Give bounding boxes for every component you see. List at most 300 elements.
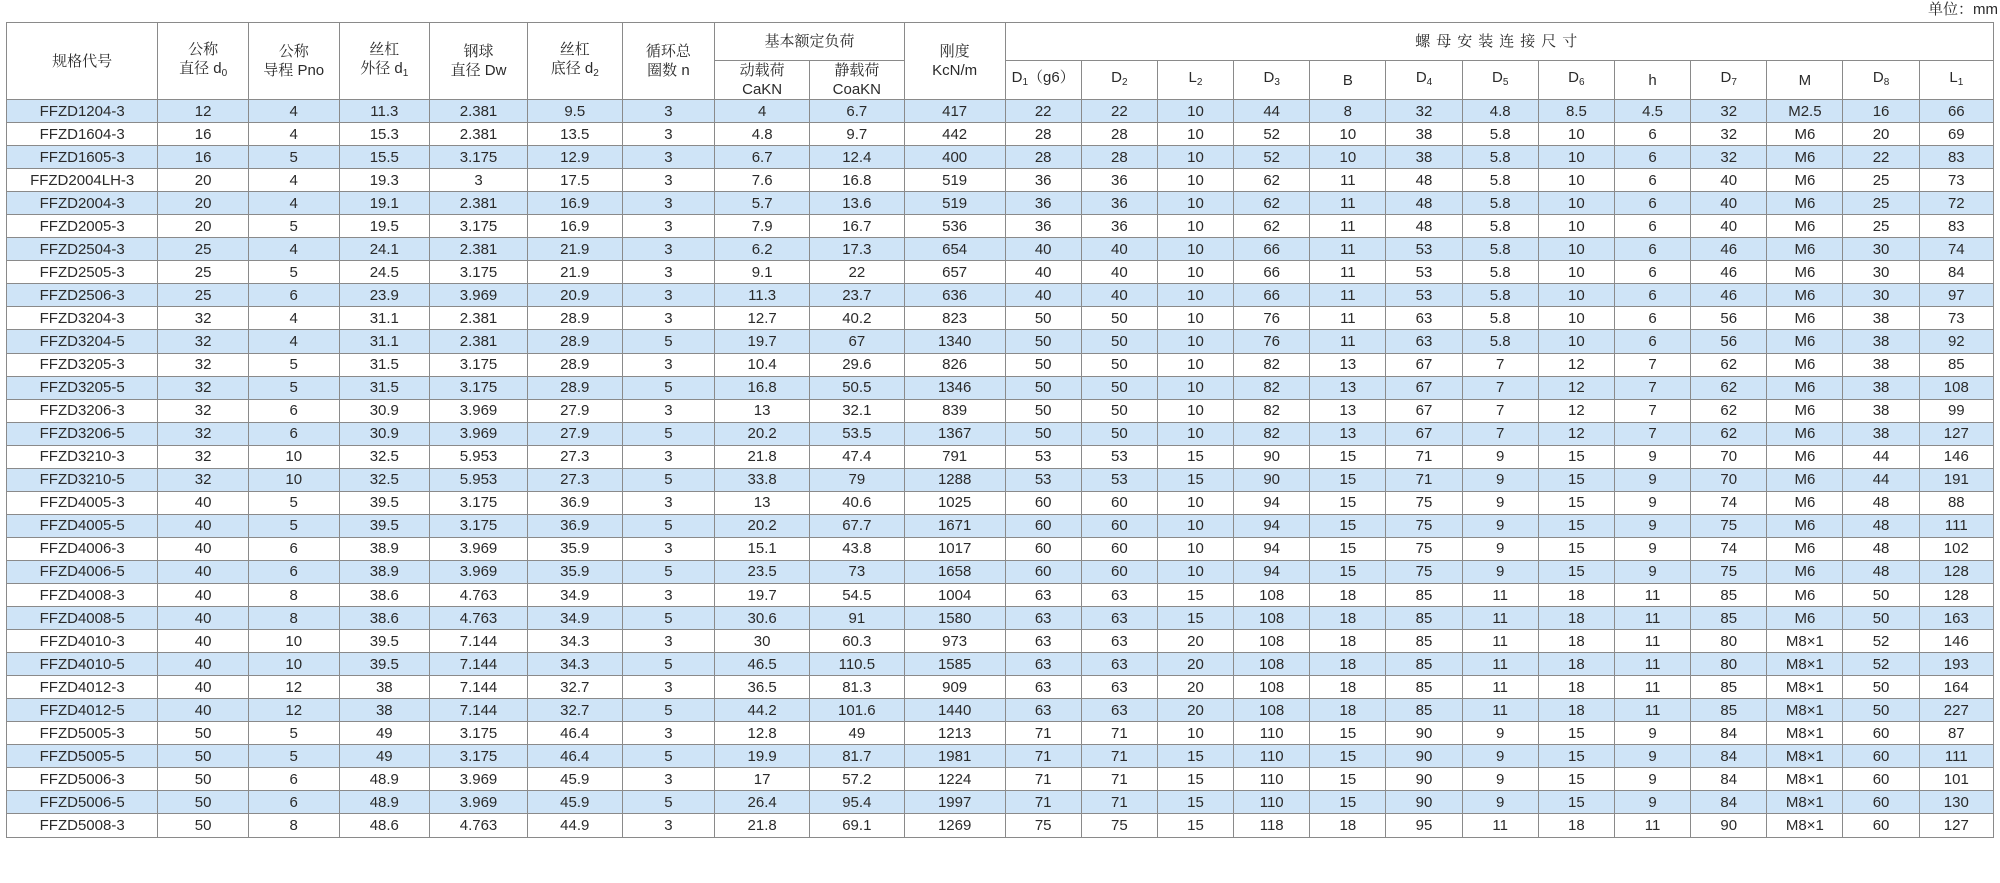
table-cell: 9 <box>1462 514 1538 537</box>
table-cell: 63 <box>1386 307 1462 330</box>
table-cell: 519 <box>904 169 1005 192</box>
table-cell: FFZD2004-3 <box>7 192 158 215</box>
table-cell: 28 <box>1005 123 1081 146</box>
unit-label: 单位：mm <box>1928 1 1998 18</box>
table-cell: FFZD2504-3 <box>7 238 158 261</box>
table-cell: 34.3 <box>527 653 622 676</box>
table-row <box>7 607 1994 630</box>
table-cell: 7.144 <box>430 699 528 722</box>
table-row <box>7 491 1994 514</box>
table-cell: 3 <box>622 146 715 169</box>
table-cell: 110 <box>1234 722 1310 745</box>
table-cell: 87 <box>1919 722 1993 745</box>
table-cell: 11 <box>1310 192 1386 215</box>
table-cell: 7.144 <box>430 653 528 676</box>
table-cell: 10 <box>1157 537 1233 560</box>
table-cell: 5 <box>622 376 715 399</box>
table-cell: 5 <box>248 261 339 284</box>
table-cell: 91 <box>809 607 904 630</box>
table-cell: 66 <box>1234 261 1310 284</box>
table-cell: 50 <box>1843 699 1919 722</box>
ball-screw-spec-table <box>6 22 1994 838</box>
table-cell: 9 <box>1614 722 1690 745</box>
table-row <box>7 653 1994 676</box>
table-cell: 3 <box>622 215 715 238</box>
table-cell: 10 <box>1157 353 1233 376</box>
table-cell: 4 <box>248 307 339 330</box>
table-cell: 7 <box>1614 376 1690 399</box>
table-cell: 5.8 <box>1462 215 1538 238</box>
table-cell: 9.5 <box>527 100 622 123</box>
table-cell: 3 <box>622 307 715 330</box>
table-cell: 63 <box>1005 676 1081 699</box>
table-cell: 400 <box>904 146 1005 169</box>
table-cell: M6 <box>1767 284 1843 307</box>
table-cell: 83 <box>1919 215 1993 238</box>
table-cell: 63 <box>1005 583 1081 606</box>
table-row <box>7 169 1994 192</box>
table-cell: 32 <box>1691 146 1767 169</box>
table-cell: 15 <box>1538 514 1614 537</box>
col-header-D8: $D_8$ <box>1843 61 1919 100</box>
table-cell: 49 <box>339 722 430 745</box>
table-cell: 9.1 <box>715 261 810 284</box>
table-cell: 6 <box>1614 123 1690 146</box>
table-cell: 3.969 <box>430 537 528 560</box>
table-cell: 11 <box>1310 169 1386 192</box>
table-cell: 18 <box>1538 676 1614 699</box>
table-cell: 4.8 <box>1462 100 1538 123</box>
table-cell: 8 <box>248 814 339 837</box>
table-cell: 18 <box>1310 583 1386 606</box>
table-cell: 53 <box>1386 284 1462 307</box>
table-cell: 66 <box>1234 284 1310 307</box>
col-header-load: 基本额定负荷 <box>715 23 904 61</box>
table-cell: 18 <box>1538 630 1614 653</box>
table-cell: 36.9 <box>527 514 622 537</box>
table-cell: 53 <box>1386 261 1462 284</box>
table-cell: 32 <box>158 468 249 491</box>
table-cell: 6.7 <box>809 100 904 123</box>
table-cell: 4.763 <box>430 814 528 837</box>
table-cell: 71 <box>1081 745 1157 768</box>
table-cell: FFZD3210-5 <box>7 468 158 491</box>
table-cell: 94 <box>1234 491 1310 514</box>
table-row <box>7 583 1994 606</box>
table-row <box>7 284 1994 307</box>
table-cell: 82 <box>1234 399 1310 422</box>
table-cell: 90 <box>1234 445 1310 468</box>
table-cell: 71 <box>1005 791 1081 814</box>
table-cell: 1017 <box>904 537 1005 560</box>
table-cell: 84 <box>1691 791 1767 814</box>
table-cell: 85 <box>1691 676 1767 699</box>
table-cell: 32.7 <box>527 676 622 699</box>
table-cell: M6 <box>1767 215 1843 238</box>
col-header-B: B <box>1310 61 1386 100</box>
table-cell: 9 <box>1462 468 1538 491</box>
table-cell: M6 <box>1767 560 1843 583</box>
table-cell: 10 <box>1157 261 1233 284</box>
table-cell: M6 <box>1767 399 1843 422</box>
table-cell: 3.175 <box>430 514 528 537</box>
table-cell: 3.175 <box>430 376 528 399</box>
table-cell: 81.7 <box>809 745 904 768</box>
table-cell: 63 <box>1005 653 1081 676</box>
table-cell: 71 <box>1081 768 1157 791</box>
table-cell: 4 <box>715 100 810 123</box>
table-cell: 417 <box>904 100 1005 123</box>
table-row <box>7 192 1994 215</box>
table-cell: 90 <box>1386 768 1462 791</box>
table-cell: 7.6 <box>715 169 810 192</box>
table-cell: 27.9 <box>527 399 622 422</box>
table-cell: 53 <box>1005 445 1081 468</box>
table-cell: 40 <box>1081 238 1157 261</box>
table-cell: 10 <box>1538 192 1614 215</box>
table-cell: 94 <box>1234 560 1310 583</box>
table-cell: 95 <box>1386 814 1462 837</box>
table-cell: FFZD3206-5 <box>7 422 158 445</box>
table-cell: 5 <box>622 607 715 630</box>
table-cell: FFZD2004LH-3 <box>7 169 158 192</box>
table-cell: 5 <box>248 215 339 238</box>
table-cell: 15 <box>1538 537 1614 560</box>
table-cell: 63 <box>1081 699 1157 722</box>
table-cell: 50 <box>1081 307 1157 330</box>
table-cell: 11 <box>1310 261 1386 284</box>
table-cell: 60 <box>1081 537 1157 560</box>
table-cell: 31.5 <box>339 376 430 399</box>
table-cell: 62 <box>1234 215 1310 238</box>
table-cell: 44 <box>1843 445 1919 468</box>
table-cell: FFZD5008-3 <box>7 814 158 837</box>
table-cell: 34.9 <box>527 583 622 606</box>
table-cell: 5 <box>248 146 339 169</box>
table-cell: 74 <box>1691 491 1767 514</box>
table-cell: FFZD4008-5 <box>7 607 158 630</box>
table-cell: 20 <box>1157 699 1233 722</box>
table-cell: M8×1 <box>1767 791 1843 814</box>
table-cell: 1025 <box>904 491 1005 514</box>
table-cell: 11 <box>1462 676 1538 699</box>
table-cell: 69 <box>1919 123 1993 146</box>
table-cell: 9 <box>1462 745 1538 768</box>
table-cell: 50 <box>1081 399 1157 422</box>
table-cell: 16 <box>158 146 249 169</box>
col-header-n: 循环总 圈数 n <box>622 23 715 100</box>
table-cell: 128 <box>1919 560 1993 583</box>
table-cell: 12 <box>248 699 339 722</box>
table-cell: M8×1 <box>1767 745 1843 768</box>
table-cell: 20 <box>158 169 249 192</box>
table-cell: 9 <box>1462 445 1538 468</box>
table-cell: 17.5 <box>527 169 622 192</box>
table-cell: 75 <box>1386 537 1462 560</box>
table-cell: 18 <box>1538 653 1614 676</box>
table-cell: 36 <box>1005 215 1081 238</box>
table-cell: 1997 <box>904 791 1005 814</box>
table-cell: 3.175 <box>430 146 528 169</box>
table-cell: 85 <box>1386 630 1462 653</box>
table-cell: 6 <box>1614 192 1690 215</box>
table-row <box>7 537 1994 560</box>
table-cell: 84 <box>1691 722 1767 745</box>
table-cell: 40 <box>1005 284 1081 307</box>
table-cell: 94 <box>1234 537 1310 560</box>
table-cell: 40 <box>158 514 249 537</box>
table-cell: 49 <box>339 745 430 768</box>
table-cell: 50 <box>1081 353 1157 376</box>
table-cell: 40 <box>1691 169 1767 192</box>
table-cell: 13 <box>715 491 810 514</box>
table-cell: FFZD3206-3 <box>7 399 158 422</box>
table-cell: 839 <box>904 399 1005 422</box>
table-cell: 67 <box>1386 353 1462 376</box>
table-cell: 6 <box>1614 169 1690 192</box>
table-cell: 12.9 <box>527 146 622 169</box>
table-cell: 31.1 <box>339 307 430 330</box>
table-cell: 15 <box>1157 768 1233 791</box>
table-cell: 4.8 <box>715 123 810 146</box>
table-row <box>7 722 1994 745</box>
table-cell: 60 <box>1843 791 1919 814</box>
table-cell: 63 <box>1081 583 1157 606</box>
table-cell: 71 <box>1005 768 1081 791</box>
table-cell: 5.7 <box>715 192 810 215</box>
table-cell: 5 <box>248 745 339 768</box>
table-cell: 48.9 <box>339 768 430 791</box>
table-cell: 38 <box>1843 353 1919 376</box>
table-cell: 9 <box>1614 468 1690 491</box>
table-cell: 7.9 <box>715 215 810 238</box>
table-cell: FFZD2506-3 <box>7 284 158 307</box>
table-cell: 10 <box>1157 560 1233 583</box>
table-cell: 11 <box>1614 630 1690 653</box>
table-cell: M6 <box>1767 123 1843 146</box>
table-cell: 6 <box>1614 146 1690 169</box>
table-cell: 40 <box>158 560 249 583</box>
table-row <box>7 560 1994 583</box>
table-cell: 15 <box>1310 468 1386 491</box>
col-header-code: 规格代号 <box>7 23 158 100</box>
table-cell: 10 <box>248 630 339 653</box>
table-cell: 3 <box>622 768 715 791</box>
table-cell: 21.9 <box>527 238 622 261</box>
table-cell: M8×1 <box>1767 630 1843 653</box>
table-cell: 973 <box>904 630 1005 653</box>
table-cell: 63 <box>1005 607 1081 630</box>
table-cell: 44 <box>1843 468 1919 491</box>
table-cell: 5.8 <box>1462 261 1538 284</box>
table-cell: 60 <box>1843 722 1919 745</box>
table-cell: 52 <box>1234 146 1310 169</box>
table-cell: 28 <box>1081 123 1157 146</box>
table-cell: 9 <box>1614 768 1690 791</box>
table-cell: 40 <box>1081 284 1157 307</box>
table-cell: 15 <box>1310 445 1386 468</box>
table-cell: 40 <box>158 537 249 560</box>
table-cell: 44.9 <box>527 814 622 837</box>
table-cell: 38.9 <box>339 560 430 583</box>
table-row <box>7 699 1994 722</box>
table-cell: 19.9 <box>715 745 810 768</box>
table-cell: 50 <box>1005 422 1081 445</box>
table-cell: 8 <box>1310 100 1386 123</box>
table-cell: 15 <box>1157 583 1233 606</box>
table-cell: 7 <box>1462 376 1538 399</box>
table-cell: 50.5 <box>809 376 904 399</box>
col-header-d0: 公称 直径 $d_0$ <box>158 23 249 100</box>
table-cell: 40 <box>158 583 249 606</box>
table-cell: 32 <box>158 330 249 353</box>
table-cell: 20.2 <box>715 514 810 537</box>
table-cell: 38 <box>1843 399 1919 422</box>
table-cell: 48 <box>1843 537 1919 560</box>
table-cell: 70 <box>1691 468 1767 491</box>
table-cell: 32 <box>158 353 249 376</box>
table-cell: 1585 <box>904 653 1005 676</box>
table-cell: 7.144 <box>430 676 528 699</box>
table-cell: 10.4 <box>715 353 810 376</box>
table-cell: 38 <box>1843 330 1919 353</box>
table-cell: 46 <box>1691 261 1767 284</box>
table-cell: 10 <box>1157 238 1233 261</box>
table-cell: 15 <box>1310 722 1386 745</box>
table-cell: 20 <box>158 192 249 215</box>
table-cell: 28.9 <box>527 307 622 330</box>
table-cell: 39.5 <box>339 653 430 676</box>
table-cell: 85 <box>1386 583 1462 606</box>
table-cell: 50 <box>158 791 249 814</box>
table-cell: 10 <box>1538 330 1614 353</box>
table-cell: 4 <box>248 238 339 261</box>
table-cell: 71 <box>1005 722 1081 745</box>
table-cell: 3.969 <box>430 422 528 445</box>
table-cell: 111 <box>1919 745 1993 768</box>
table-cell: 48.9 <box>339 791 430 814</box>
table-cell: 7 <box>1462 353 1538 376</box>
table-cell: 30 <box>1843 261 1919 284</box>
table-cell: 56 <box>1691 307 1767 330</box>
table-cell: 50 <box>1005 307 1081 330</box>
table-cell: 19.7 <box>715 330 810 353</box>
table-cell: 85 <box>1386 676 1462 699</box>
table-cell: 10 <box>1157 192 1233 215</box>
table-cell: 6.2 <box>715 238 810 261</box>
table-cell: 1004 <box>904 583 1005 606</box>
table-cell: 5.8 <box>1462 238 1538 261</box>
table-cell: 27.3 <box>527 445 622 468</box>
table-cell: 1658 <box>904 560 1005 583</box>
table-row <box>7 814 1994 837</box>
table-cell: 36 <box>1081 215 1157 238</box>
table-cell: 32 <box>158 445 249 468</box>
table-cell: 15 <box>1310 745 1386 768</box>
table-cell: 52 <box>1843 653 1919 676</box>
table-cell: 47.4 <box>809 445 904 468</box>
table-cell: M6 <box>1767 514 1843 537</box>
table-cell: M6 <box>1767 261 1843 284</box>
table-cell: 40 <box>1005 238 1081 261</box>
table-cell: 18 <box>1538 699 1614 722</box>
table-cell: 11.3 <box>715 284 810 307</box>
table-cell: 75 <box>1691 514 1767 537</box>
table-cell: 38 <box>1843 376 1919 399</box>
table-cell: 62 <box>1234 169 1310 192</box>
table-cell: 30 <box>1843 284 1919 307</box>
table-cell: 48 <box>1843 514 1919 537</box>
table-cell: 9 <box>1462 537 1538 560</box>
table-cell: 1440 <box>904 699 1005 722</box>
table-cell: 657 <box>904 261 1005 284</box>
table-cell: 45.9 <box>527 791 622 814</box>
table-cell: 10 <box>1538 261 1614 284</box>
table-cell: M6 <box>1767 330 1843 353</box>
table-cell: 12 <box>1538 376 1614 399</box>
table-cell: 85 <box>1386 699 1462 722</box>
table-cell: 70 <box>1691 445 1767 468</box>
table-cell: 71 <box>1005 745 1081 768</box>
table-cell: 3.969 <box>430 284 528 307</box>
table-cell: 4 <box>248 169 339 192</box>
table-cell: 9 <box>1614 560 1690 583</box>
table-cell: 60 <box>1005 514 1081 537</box>
col-header-d1: 丝杠 外径 $d_1$ <box>339 23 430 100</box>
table-cell: 11 <box>1310 330 1386 353</box>
table-cell: 50 <box>1005 353 1081 376</box>
table-cell: 32 <box>158 376 249 399</box>
table-cell: 3 <box>622 537 715 560</box>
table-cell: 9 <box>1462 791 1538 814</box>
table-cell: 146 <box>1919 445 1993 468</box>
table-cell: 62 <box>1691 422 1767 445</box>
table-cell: 38 <box>1843 422 1919 445</box>
table-cell: 18 <box>1538 583 1614 606</box>
col-header-D6: $D_6$ <box>1538 61 1614 100</box>
col-header-dw: 钢球 直径 Dw <box>430 23 528 100</box>
table-cell: 29.6 <box>809 353 904 376</box>
table-cell: 19.1 <box>339 192 430 215</box>
table-cell: 791 <box>904 445 1005 468</box>
table-cell: 88 <box>1919 491 1993 514</box>
table-cell: 3.175 <box>430 722 528 745</box>
table-cell: 4 <box>248 100 339 123</box>
table-cell: 66 <box>1234 238 1310 261</box>
table-cell: FFZD2005-3 <box>7 215 158 238</box>
table-cell: 5.8 <box>1462 123 1538 146</box>
table-cell: 3 <box>622 261 715 284</box>
table-row <box>7 422 1994 445</box>
table-cell: 12 <box>248 676 339 699</box>
table-cell: 40 <box>158 607 249 630</box>
table-cell: 18 <box>1310 814 1386 837</box>
table-cell: 80 <box>1691 653 1767 676</box>
table-cell: FFZD5005-5 <box>7 745 158 768</box>
table-cell: 38 <box>339 699 430 722</box>
table-cell: 50 <box>1843 583 1919 606</box>
table-cell: 62 <box>1234 192 1310 215</box>
table-cell: 6.7 <box>715 146 810 169</box>
table-cell: M6 <box>1767 445 1843 468</box>
table-cell: 3 <box>622 100 715 123</box>
table-cell: M8×1 <box>1767 814 1843 837</box>
table-cell: 85 <box>1386 653 1462 676</box>
table-cell: FFZD3205-5 <box>7 376 158 399</box>
table-cell: 50 <box>1081 422 1157 445</box>
table-cell: 4.763 <box>430 583 528 606</box>
table-cell: 6 <box>248 560 339 583</box>
